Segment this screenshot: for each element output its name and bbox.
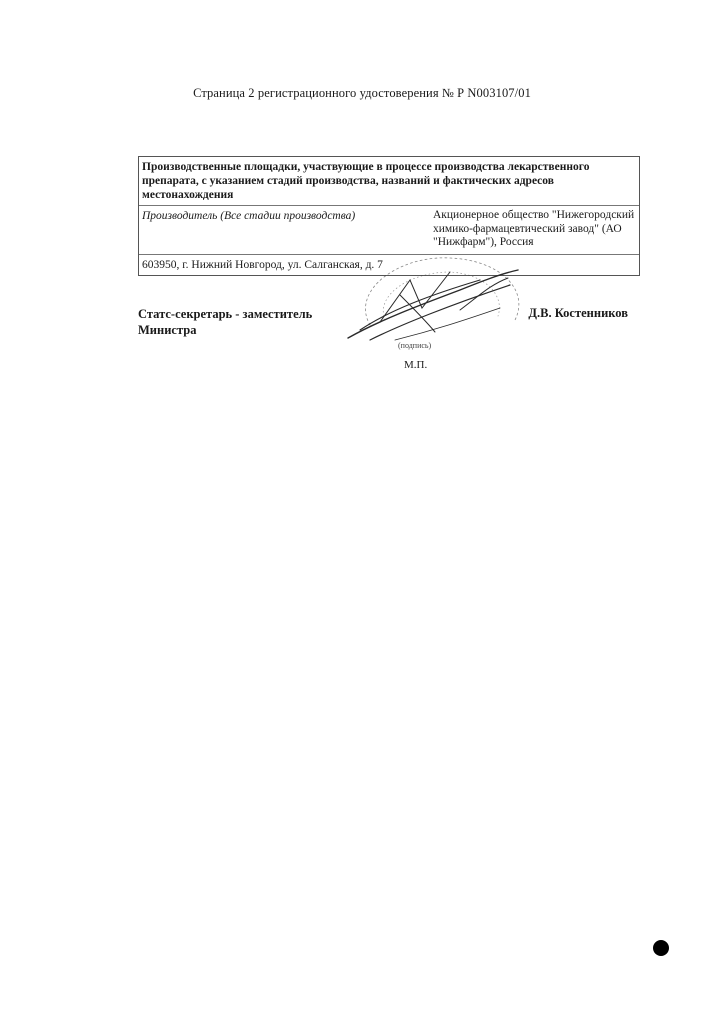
signer-name: Д.В. Костенников xyxy=(528,306,628,320)
page-dot-mark xyxy=(653,940,669,956)
table-row xyxy=(139,206,639,255)
signer-title: Статс-секретарь - заместитель Министра xyxy=(138,307,313,337)
signature-block xyxy=(138,306,638,376)
table-heading: Производственные площадки, участвующие в процессе производства лекарственного препарата, с указанием стадий производства, названий и фактических адресов местонахождения xyxy=(139,157,639,206)
signature-caption: (подпись) xyxy=(398,341,432,350)
address-cell: 603950, г. Нижний Новгород, ул. Салганская, д. 7 xyxy=(142,258,383,271)
page-title: Страница 2 регистрационного удостоверения № Р N003107/01 xyxy=(193,86,531,100)
producer-name-cell: Акционерное общество "Нижегородский химико-фармацевтический завод" (АО "Нижфарм"), Россия xyxy=(433,209,635,248)
producer-role-cell: Производитель (Все стадии производства) xyxy=(142,210,356,222)
stamp-label: М.П. xyxy=(404,359,428,371)
